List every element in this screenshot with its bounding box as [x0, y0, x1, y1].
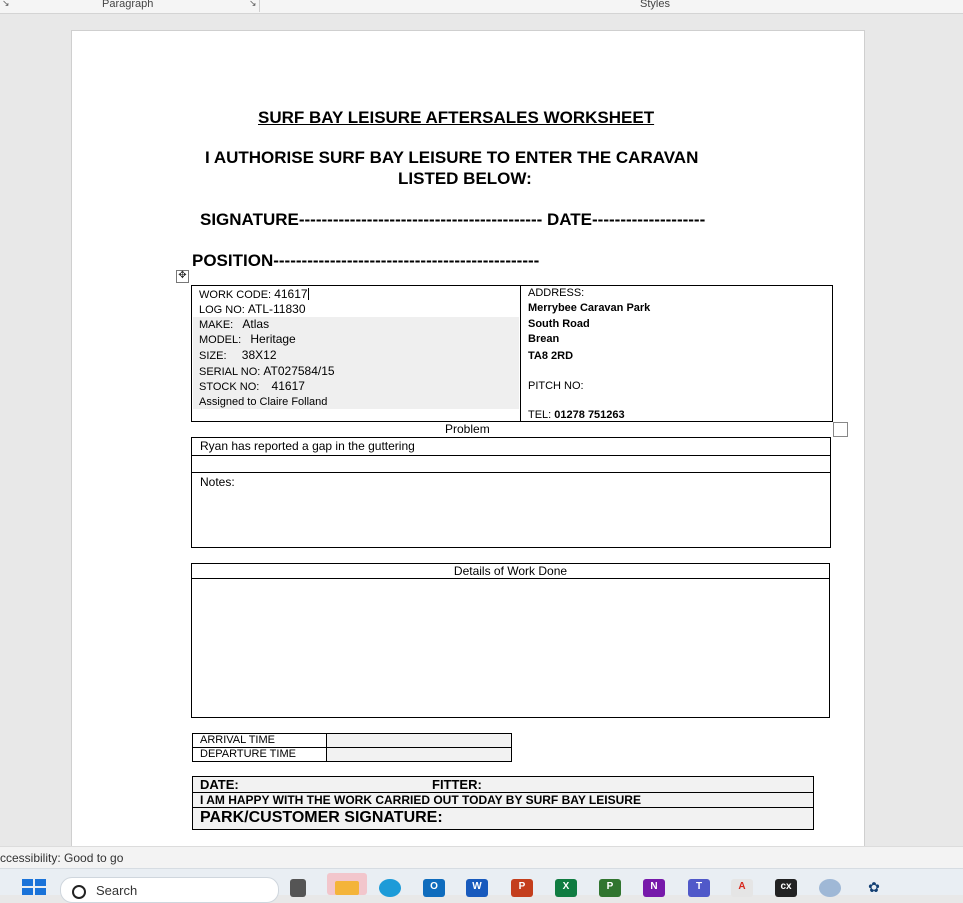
- tel-label: TEL:: [528, 409, 552, 421]
- taskbar: [0, 868, 963, 898]
- search-icon: [72, 885, 86, 899]
- table-divider: [520, 286, 521, 421]
- paragraph-dialog-launcher-icon[interactable]: ↘: [249, 0, 257, 8]
- time-table[interactable]: [192, 733, 512, 762]
- text-cursor: [308, 288, 309, 300]
- arrival-time-field[interactable]: [327, 734, 511, 747]
- assigned-text[interactable]: Assigned to Claire Folland: [199, 396, 328, 408]
- date-label[interactable]: DATE:: [200, 777, 239, 792]
- word-icon[interactable]: W: [466, 879, 488, 897]
- tel-value: 01278 751263: [554, 409, 625, 421]
- log-no-value: ATL-11830: [247, 302, 306, 316]
- windows-logo-icon: [22, 879, 33, 886]
- signature-line: SIGNATURE------------------------------------------- DATE--------------------: [200, 210, 706, 229]
- excel-icon[interactable]: X: [555, 879, 577, 897]
- tel-row[interactable]: [528, 409, 625, 421]
- address-postcode[interactable]: TA8 2RD: [528, 350, 574, 362]
- size-row[interactable]: [199, 348, 277, 362]
- accessibility-status[interactable]: ccessibility: Good to go: [0, 851, 124, 865]
- authorise-line-1: I AUTHORISE SURF BAY LEISURE TO ENTER THE CARAVAN: [205, 148, 699, 167]
- outlook-icon[interactable]: O: [423, 879, 445, 897]
- make-value: Atlas: [242, 317, 270, 331]
- row-divider: [193, 747, 511, 748]
- authorise-line-2: LISTED BELOW:: [398, 169, 532, 188]
- pitch-no-label[interactable]: PITCH NO:: [528, 380, 584, 392]
- dialog-launcher-icon[interactable]: ↘: [2, 0, 10, 8]
- model-label: MODEL:: [199, 334, 242, 346]
- arrival-label-cell: [193, 734, 326, 747]
- address-line-1[interactable]: Merrybee Caravan Park: [528, 302, 651, 314]
- onenote-icon[interactable]: N: [643, 879, 665, 897]
- cx-app-icon[interactable]: cx: [775, 879, 797, 897]
- departure-time-label: DEPARTURE TIME: [200, 748, 296, 760]
- serial-label: SERIAL NO:: [199, 366, 261, 378]
- start-button[interactable]: [22, 879, 46, 895]
- row-divider: [193, 807, 813, 808]
- document-page[interactable]: [71, 30, 865, 862]
- ribbon-separator: [259, 0, 260, 12]
- acrobat-icon[interactable]: A: [731, 879, 753, 897]
- worksheet-title: SURF BAY LEISURE AFTERSALES WORKSHEET: [258, 108, 655, 127]
- caravan-details-table: [191, 285, 833, 422]
- extra-app-icon[interactable]: ✿: [868, 879, 880, 895]
- work-code-row[interactable]: [199, 287, 309, 301]
- cell-selector-checkbox[interactable]: [833, 422, 848, 437]
- address-line-2[interactable]: South Road: [528, 318, 590, 330]
- position-line: POSITION-----------------------------------------------: [192, 251, 540, 270]
- model-row[interactable]: [199, 332, 296, 346]
- problem-text[interactable]: Ryan has reported a gap in the guttering: [200, 439, 415, 453]
- notes-label[interactable]: Notes:: [200, 475, 235, 489]
- address-label[interactable]: ADDRESS:: [528, 287, 585, 299]
- model-value: Heritage: [250, 332, 296, 346]
- task-view-icon[interactable]: [290, 879, 306, 897]
- fitter-label[interactable]: FITTER:: [432, 777, 482, 792]
- problem-heading: Problem: [445, 422, 490, 436]
- taskbar-search[interactable]: [60, 877, 279, 903]
- file-explorer-icon[interactable]: [327, 873, 367, 895]
- ribbon-group-paragraph: Paragraph: [102, 0, 154, 10]
- serial-value: AT027584/15: [263, 364, 335, 378]
- log-no-row[interactable]: [199, 302, 306, 316]
- edge-icon[interactable]: [379, 879, 401, 897]
- log-no-label: LOG NO:: [199, 304, 245, 316]
- satisfaction-statement[interactable]: I AM HAPPY WITH THE WORK CARRIED OUT TODAY BY SURF BAY LEISURE: [200, 793, 641, 807]
- row-divider: [192, 472, 830, 473]
- departure-label-cell: [193, 748, 326, 761]
- row-divider: [192, 578, 829, 579]
- project-icon[interactable]: P: [599, 879, 621, 897]
- ribbon-group-bar: [0, 0, 963, 14]
- table-move-handle-icon[interactable]: ✥: [176, 270, 189, 283]
- problem-table[interactable]: [191, 437, 831, 548]
- serial-row[interactable]: [199, 364, 335, 378]
- ribbon-group-styles: Styles: [640, 0, 670, 10]
- work-done-table[interactable]: [191, 563, 830, 718]
- work-done-heading: Details of Work Done: [453, 564, 568, 578]
- address-line-3[interactable]: Brean: [528, 333, 560, 345]
- arrival-time-label: ARRIVAL TIME: [200, 734, 275, 746]
- make-row[interactable]: [199, 317, 269, 331]
- make-label: MAKE:: [199, 319, 234, 331]
- windows-logo-icon: [35, 879, 46, 886]
- work-code-value: 41617: [274, 287, 308, 301]
- stock-value: 41617: [271, 379, 305, 393]
- signoff-table[interactable]: [192, 776, 814, 830]
- browser-icon[interactable]: [819, 879, 841, 897]
- powerpoint-icon[interactable]: P: [511, 879, 533, 897]
- size-value: 38X12: [241, 348, 277, 362]
- customer-signature-label[interactable]: PARK/CUSTOMER SIGNATURE:: [200, 809, 443, 826]
- size-label: SIZE:: [199, 350, 227, 362]
- teams-icon[interactable]: T: [688, 879, 710, 897]
- departure-time-field[interactable]: [327, 748, 511, 761]
- status-bar: [0, 846, 963, 869]
- row-divider: [192, 455, 830, 456]
- search-placeholder: Search: [96, 883, 138, 898]
- work-code-label: WORK CODE:: [199, 289, 272, 301]
- stock-label: STOCK NO:: [199, 381, 260, 393]
- stock-row[interactable]: [199, 379, 305, 393]
